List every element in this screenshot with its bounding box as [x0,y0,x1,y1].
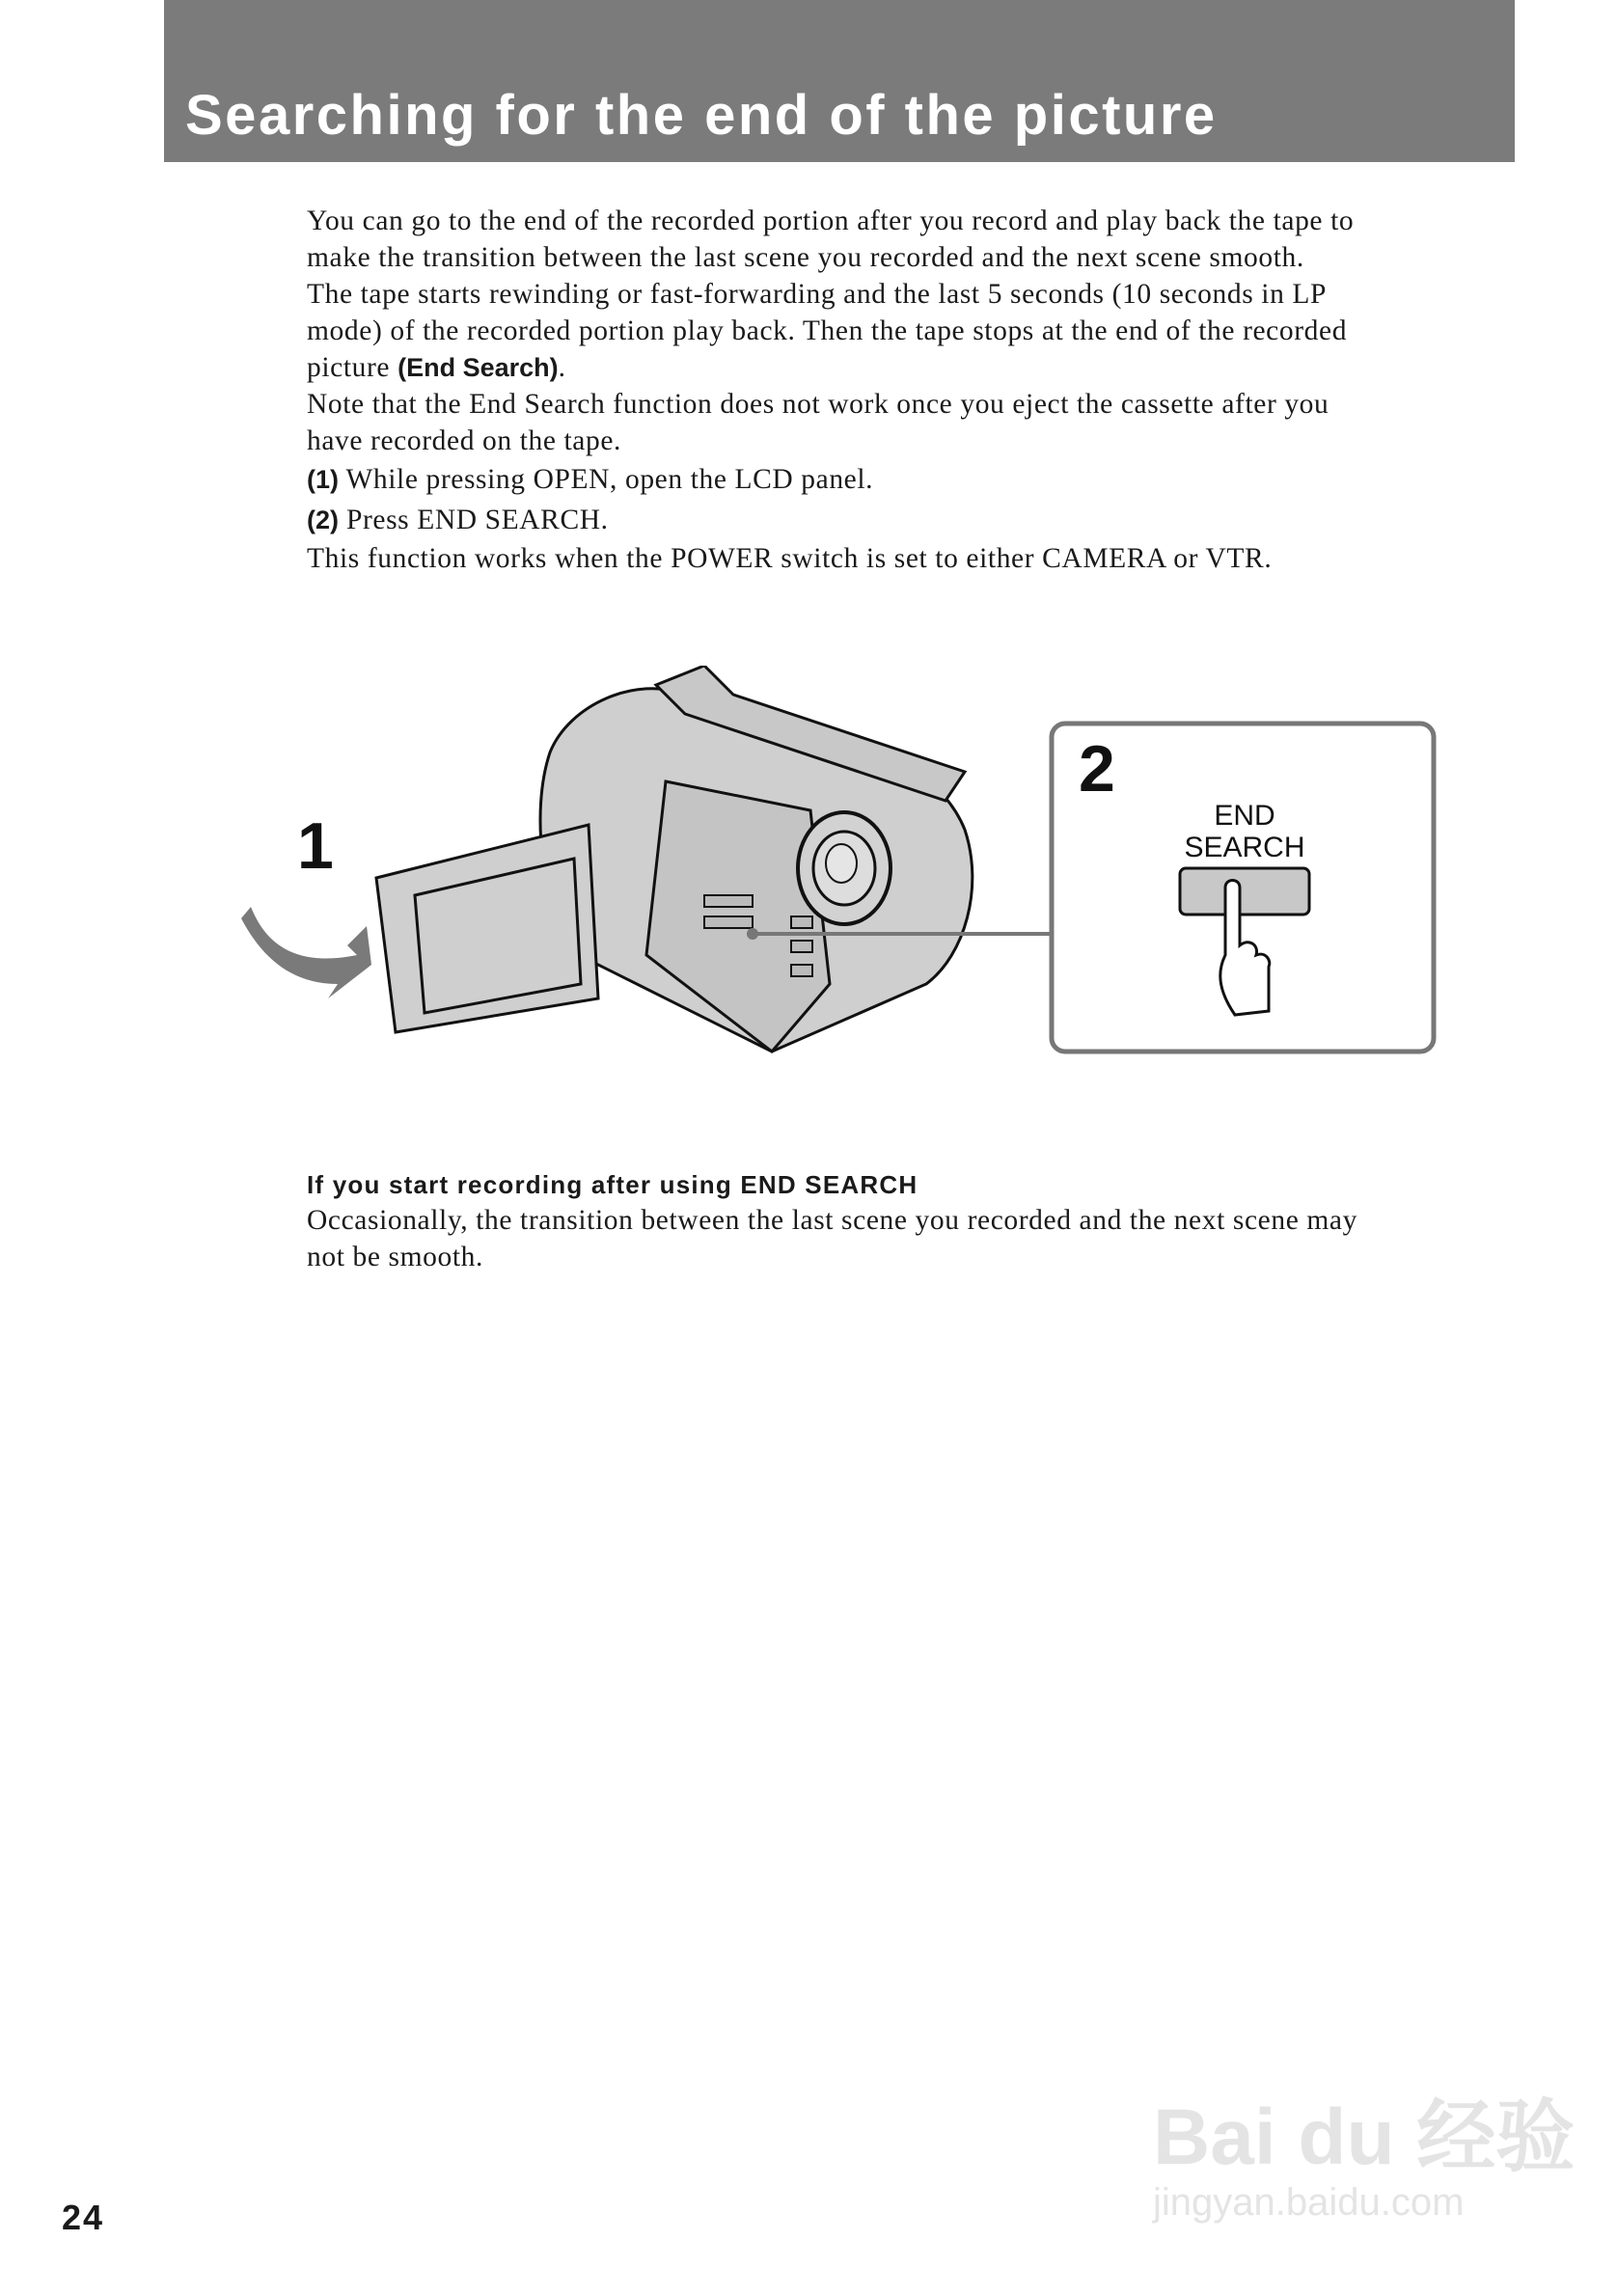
baidu-watermark [1153,2074,1575,2225]
section-header [164,0,1515,162]
paragraph-line: You can go to the end of the recorded portion after you record and play back the tape to [307,205,1355,236]
power-note: This function works when the POWER switch is set to either CAMERA or VTR. [307,543,1273,574]
step-number: (2) [307,506,339,534]
page-number: 24 [62,2198,105,2237]
step-text: While pressing OPEN, open the LCD panel. [339,464,874,495]
camcorder-illustration [232,666,1476,1071]
step-text: Press END SEARCH. [339,505,609,535]
note-line: Note that the End Search function does not work once you eject the cassette after you [307,389,1329,420]
open-arrow-icon [241,907,371,998]
paragraph-line: mode) of the recorded portion play back. Then the tape stops at the end of the recorded [307,315,1348,346]
end-search-button [1180,868,1309,915]
note-line: have recorded on the tape. [307,425,622,456]
end-search-term: (End Search) [397,353,559,382]
paragraph-line [307,349,1522,386]
button-label-end: END [1214,800,1275,832]
step-2 [307,500,1522,540]
body-text [307,203,1522,577]
button-label-search: SEARCH [1184,832,1305,863]
subsection [307,1167,1522,1275]
watermark-logo: Bai du 经验 [1153,2093,1576,2181]
subsection-line: not be smooth. [307,1242,483,1272]
subsection-line: Occasionally, the transition between the last scene you recorded and the next scene may [307,1205,1357,1236]
subsection-heading: If you start recording after using END SEARCH [307,1170,918,1199]
watermark-url: jingyan.baidu.com [1153,2181,1465,2224]
text: . [558,352,566,383]
step-1 [307,459,1522,500]
step-number: (1) [307,465,339,494]
paragraph-line: make the transition between the last scene you recorded and the next scene smooth. [307,242,1304,273]
step-2-label: 2 [1079,732,1115,806]
text: picture [307,352,398,383]
paragraph-line: The tape starts rewinding or fast-forwarding and the last 5 seconds (10 seconds in LP [307,279,1328,310]
page-title: Searching for the end of the picture [185,84,1218,147]
step-1-label: 1 [297,809,334,883]
camcorder-drawing [232,666,1476,1071]
